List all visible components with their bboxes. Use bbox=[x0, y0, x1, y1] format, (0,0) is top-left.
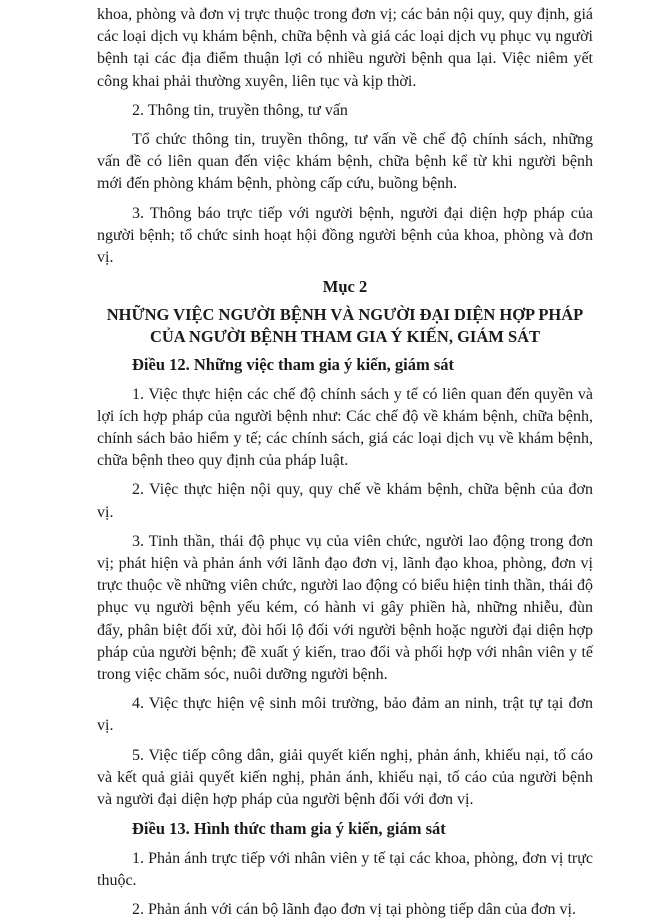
item-2-heading: 2. Thông tin, truyền thông, tư vấn bbox=[132, 101, 348, 119]
article-12-item-2: 2. Việc thực hiện nội quy, quy chế về khám bệnh, chữa bệnh của đơn vị. bbox=[97, 481, 593, 521]
item-2-body: Tổ chức thông tin, truyền thông, tư vấn về chế độ chính sách, những vấn đề có liên quan đến việc khám bệnh, chữa bệnh kể từ khi người bệnh mới đến phòng khám bệnh, phòng cấp cứu, buồng bệnh. bbox=[97, 131, 593, 193]
article-13-item-2: 2. Phản ánh với cán bộ lãnh đạo đơn vị tại phòng tiếp dân của đơn vị. bbox=[132, 900, 576, 918]
section-heading: Mục 2 bbox=[322, 277, 368, 297]
article-12-item-4: 4. Việc thực hiện vệ sinh môi trường, bảo đảm an ninh, trật tự tại đơn vị. bbox=[97, 695, 593, 735]
article-12-title: Điều 12. Những việc tham gia ý kiến, giám sát bbox=[132, 355, 455, 375]
article-13-item-1: 1. Phản ánh trực tiếp với nhân viên y tế tại các khoa, phòng, đơn vị trực thuộc. bbox=[97, 849, 593, 889]
article-12-item-1: 1. Việc thực hiện các chế độ chính sách y tế có liên quan đến quyền và lợi ích hợp pháp của người bệnh như: Các chế độ về khám bệnh, chữa bệnh, chính sách bảo hiểm y tế; các chính sách, giá các loại dịch vụ về khám bệnh, chữa bệnh theo quy định của pháp luật. bbox=[97, 385, 593, 470]
section-title: NHỮNG VIỆC NGƯỜI BỆNH VÀ NGƯỜI ĐẠI DIỆN HỢP PHÁP CỦA NGƯỜI BỆNH THAM GIA Ý KIẾN, GIÁM SÁT bbox=[106, 305, 584, 347]
article-12-item-3: 3. Tinh thần, thái độ phục vụ của viên chức, người lao động trong đơn vị; phát hiện và phản ánh với lãnh đạo đơn vị, lãnh đạo khoa, phòng, đơn vị trực thuộc về những viên chức, người lao động có biểu hiện tinh thần, thái độ phục vụ người bệnh yếu kém, có hành vi gây phiền hà, những nhiễu, đùn đẩy, phân biệt đối xử, đòi hối lộ đối với người bệnh hoặc người đại diện hợp pháp của người bệnh; đề xuất ý kiến, trao đổi và phối hợp với nhân viên y tế trong việc chăm sóc, nuôi dưỡng người bệnh. bbox=[97, 532, 593, 684]
article-12-item-5: 5. Việc tiếp công dân, giải quyết kiến nghị, phản ánh, khiếu nại, tố cáo và kết quả giải quyết kiến nghị, phản ánh, khiếu nại, tố cáo của người bệnh và người đại diện hợp pháp của người bệnh đối với đơn vị. bbox=[97, 746, 593, 809]
paragraph-continuation: khoa, phòng và đơn vị trực thuộc trong đơn vị; các bản nội quy, quy định, giá các loại dịch vụ khám bệnh, chữa bệnh và giá các loại dịch vụ phục vụ người bệnh tại các địa điểm thuận lợi có nhiều người bệnh qua lại. Việc niêm yết công khai phải thường xuyên, liên tục và kịp thời. bbox=[97, 6, 593, 90]
article-13-title: Điều 13. Hình thức tham gia ý kiến, giám sát bbox=[132, 819, 446, 839]
item-3: 3. Thông báo trực tiếp với người bệnh, người đại diện hợp pháp của người bệnh; tổ chức sinh hoạt hội đồng người bệnh của khoa, phòng và đơn vị. bbox=[97, 204, 593, 267]
